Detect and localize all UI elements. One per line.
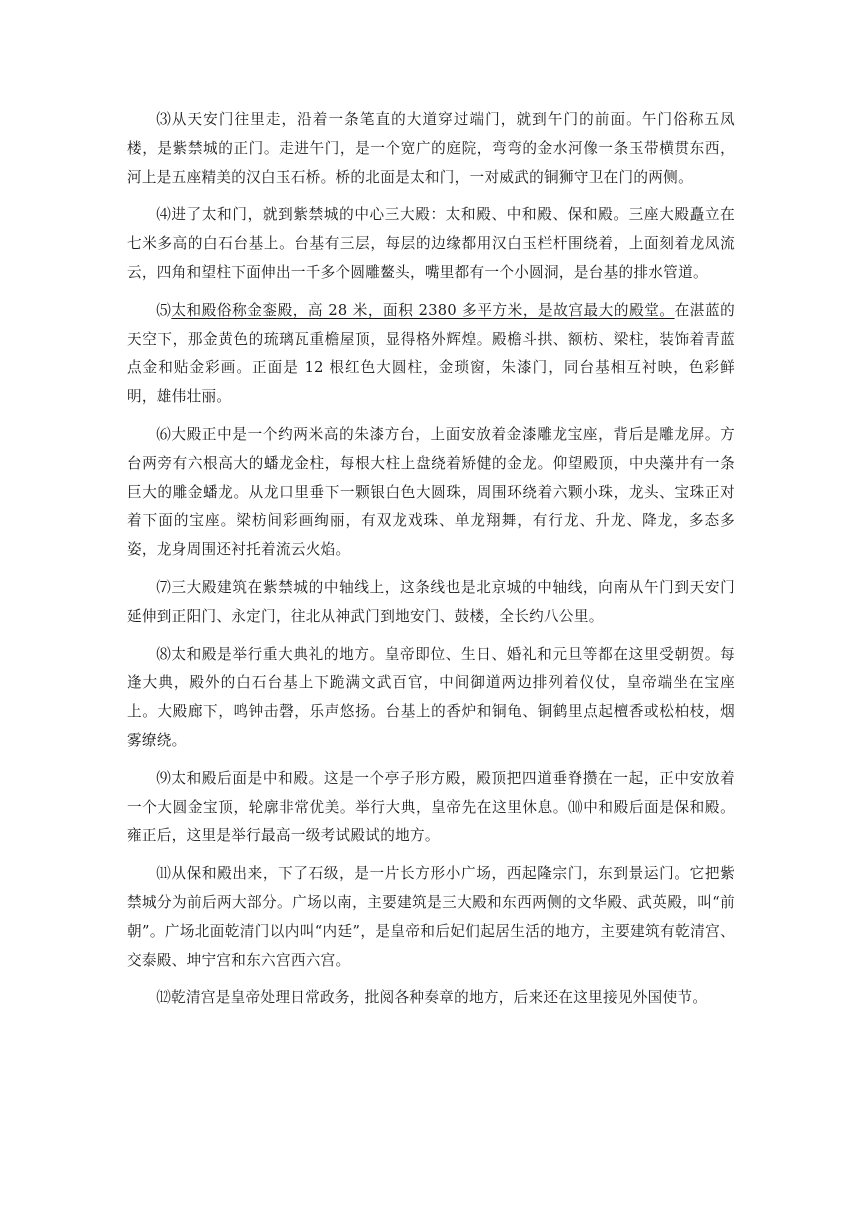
paragraph-9: ⑼太和殿后面是中和殿。这是一个亭子形方殿，殿顶把四道垂脊攒在一起，正中安放着一个大圆金宝顶，轮廓非常优美。举行大典，皇帝先在这里休息。⑽中和殿后面是保和殿。雍正后，这里是举行最高一级考试殿试的地方。 <box>127 769 735 845</box>
paragraph-3: ⑶从天安门往里走，沿着一条笔直的大道穿过端门，就到午门的前面。午门俗称五凤楼，是紫禁城的正门。走进午门，是一个宽广的庭院，弯弯的金水河像一条玉带横贯东西，河上是五座精美的汉白玉石桥。桥的北面是太和门，一对威武的铜狮守卫在门的两侧。 <box>127 111 735 186</box>
paragraph-8: ⑻太和殿是举行重大典礼的地方。皇帝即位、生日、婚礼和元旦等都在这里受朝贺。每逢大典，殿外的白石台基上下跪满文武百官，中间御道两边排列着仪仗，皇帝端坐在宝座上。大殿廊下，鸣钟击磬，乐声悠扬。台基上的香炉和铜龟、铜鹤里点起檀香或松柏枝，烟雾缭绕。 <box>127 645 735 749</box>
paragraph-12: ⑿乾清宫是皇帝处理日常政务，批阅各种奏章的地方，后来还在这里接见外国使节。 <box>156 989 708 1007</box>
paragraph-7: ⑺三大殿建筑在紫禁城的中轴线上，这条线也是北京城的中轴线，向南从午门到天安门延伸到正阳门、永定门，往北从神武门到地安门、鼓楼，全长约八公里。 <box>127 578 735 625</box>
paragraph-5-number: ⑸ <box>156 301 172 319</box>
paragraph-5-underlined-sentence: 太和殿俗称金銮殿，高 28 米，面积 2380 多平方米，是故宫最大的殿堂。 <box>171 301 675 319</box>
paragraph-6: ⑹大殿正中是一个约两米高的朱漆方台，上面安放着金漆雕龙宝座，背后是雕龙屏。方台两旁有六根高大的蟠龙金柱，每根大柱上盘绕着矫健的金龙。仰望殿顶，中央藻井有一条巨大的雕金蟠龙。从龙口里垂下一颗银白色大圆珠，周围环绕着六颗小珠，龙头、宝珠正对着下面的宝座。梁枋间彩画绚丽，有双龙戏珠、单龙翔舞，有行龙、升龙、降龙，多态多姿，龙身周围还衬托着流云火焰。 <box>127 425 735 559</box>
paragraph-4: ⑷进了太和门，就到紫禁城的中心三大殿：太和殿、中和殿、保和殿。三座大殿矗立在七米多高的白石台基上。台基有三层，每层的边缘都用汉白玉栏杆围绕着，上面刻着龙凤流云，四角和望柱下面伸出一千多个圆雕鳌头，嘴里都有一个小圆洞，是台基的排水管道。 <box>127 206 735 281</box>
paragraph-5 <box>127 297 735 412</box>
paragraph-5-rest: 在湛蓝的天空下，那金黄色的琉璃瓦重檐屋顶，显得格外辉煌。殿檐斗拱、额枋、梁柱，装饰着青蓝点金和贴金彩画。正面是 12 根红色大圆柱，金琐窗，朱漆门，同台基相互衬映，色彩鲜明，雄伟壮丽。 <box>127 301 736 406</box>
paragraph-11: ⑾从保和殿出来，下了石级，是一片长方形小广场，西起隆宗门，东到景运门。它把紫禁城分为前后两大部分。广场以南，主要建筑是三大殿和东西两侧的文华殿、武英殿，叫“前朝”。广场北面乾清门以内叫“内廷”，是皇帝和后妃们起居生活的地方，主要建筑有乾清宫、交泰殿、坤宁宫和东六宫西六宫。 <box>127 865 735 969</box>
